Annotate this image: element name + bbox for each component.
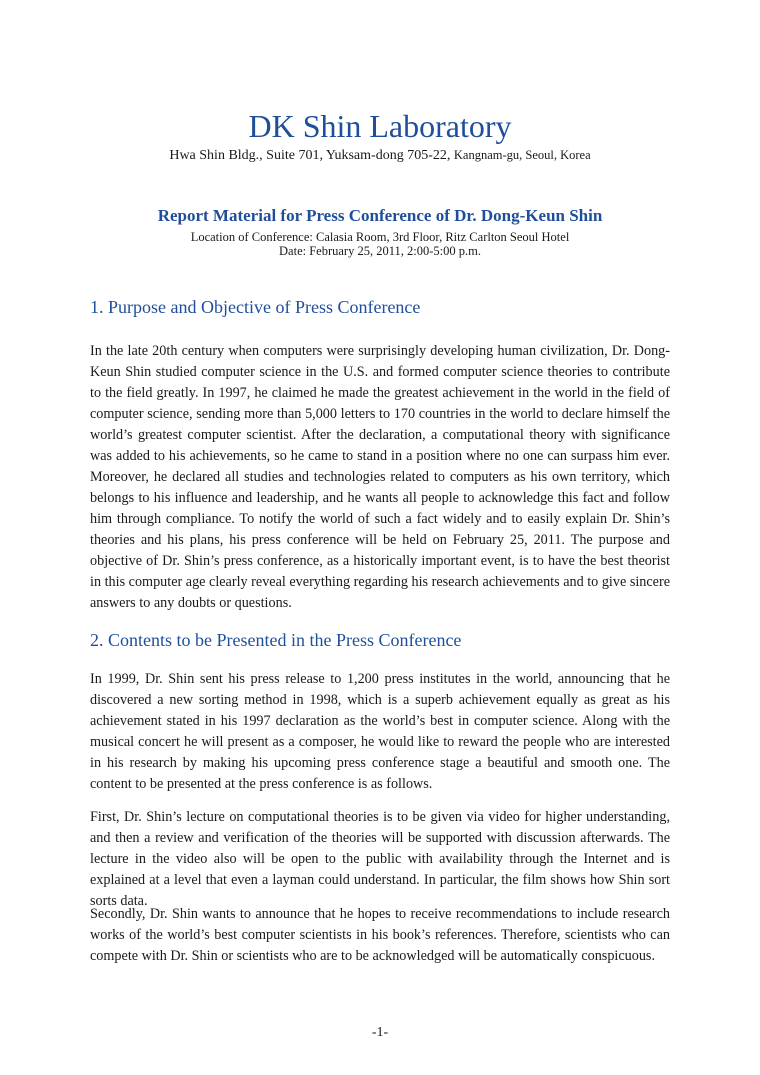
paragraph-purpose: In the late 20th century when computers were surprisingly developing human civilization, Dr. Dong-Keun Shin studied computer science in the U.S. and formed computer science theories to contribute to the field greatly. In 1997, he claimed he made the greatest achievement in the world in the field of computer science, sending more than 5,000 letters to 170 countries in the world to declare himself the world’s greatest computer scientist. After the declaration, a computational theory with significance was added to his achievements, so he came to stand in a position where no one can surpass him ever. Moreover, he declared all studies and technologies related to computers as his own territory, which belongs to his influence and leadership, and he wants all people to acknowledge this fact and follow him through compliance. To notify the world of such a fact widely and to easily explain Dr. Shin’s theories and his plans, his press conference will be held on February 25, 2011. The purpose and objective of Dr. Shin’s press conference, as a historically important event, is to have the best theorist in this computer age clearly reveal everything regarding his research achievements and to give sincere answers to any doubts or questions. — [90, 343, 670, 611]
paragraph-contents-second: Secondly, Dr. Shin wants to announce that he hopes to receive recommendations to include research works of the world’s best computer scientists in his book’s references. Therefore, scientists who can compete with Dr. Shin or scientists who are to be acknowledged will be automatically conspicuous. — [90, 906, 670, 964]
address-city: Kangnam-gu, Seoul, Korea — [453, 148, 591, 162]
paragraph-contents-intro: In 1999, Dr. Shin sent his press release to 1,200 press institutes in the world, announcing that he discovered a new sorting method in 1998, which is a superb achievement equally as great as his achievement stated in his 1997 declaration as the world’s best in computer science. Along with the musical concert he will present as a composer, he would like to reward the people who are interested in his research by making his upcoming press conference stage a beautiful and smooth one. The content to be presented at the press conference is as follows. — [90, 671, 670, 792]
section-heading-purpose: 1. Purpose and Objective of Press Conference — [90, 297, 421, 317]
address-main: Hwa Shin Bldg., Suite 701, Yuksam-dong 705-22, — [169, 148, 451, 163]
page-number: -1- — [371, 1025, 389, 1040]
section-heading-contents: 2. Contents to be Presented in the Press Conference — [90, 630, 462, 650]
paragraph-contents-first: First, Dr. Shin’s lecture on computational theories is to be given via video for higher understanding, and then a review and verification of the theories will be supported with discussion afterwards. The lecture in the video also will be open to the public with availability through the Internet and is explained at a level that even a layman could understand. In particular, the film shows how Shin sort sorts data. — [90, 809, 670, 909]
lab-address — [0, 146, 760, 165]
report-title: Report Material for Press Conference of Dr. Dong-Keun Shin — [157, 206, 603, 225]
report-meta — [0, 230, 760, 258]
lab-title: DK Shin Laboratory — [248, 108, 512, 144]
conference-date: Date: February 25, 2011, 2:00-5:00 p.m. — [279, 244, 481, 258]
conference-location: Location of Conference: Calasia Room, 3rd Floor, Ritz Carlton Seoul Hotel — [190, 230, 570, 244]
